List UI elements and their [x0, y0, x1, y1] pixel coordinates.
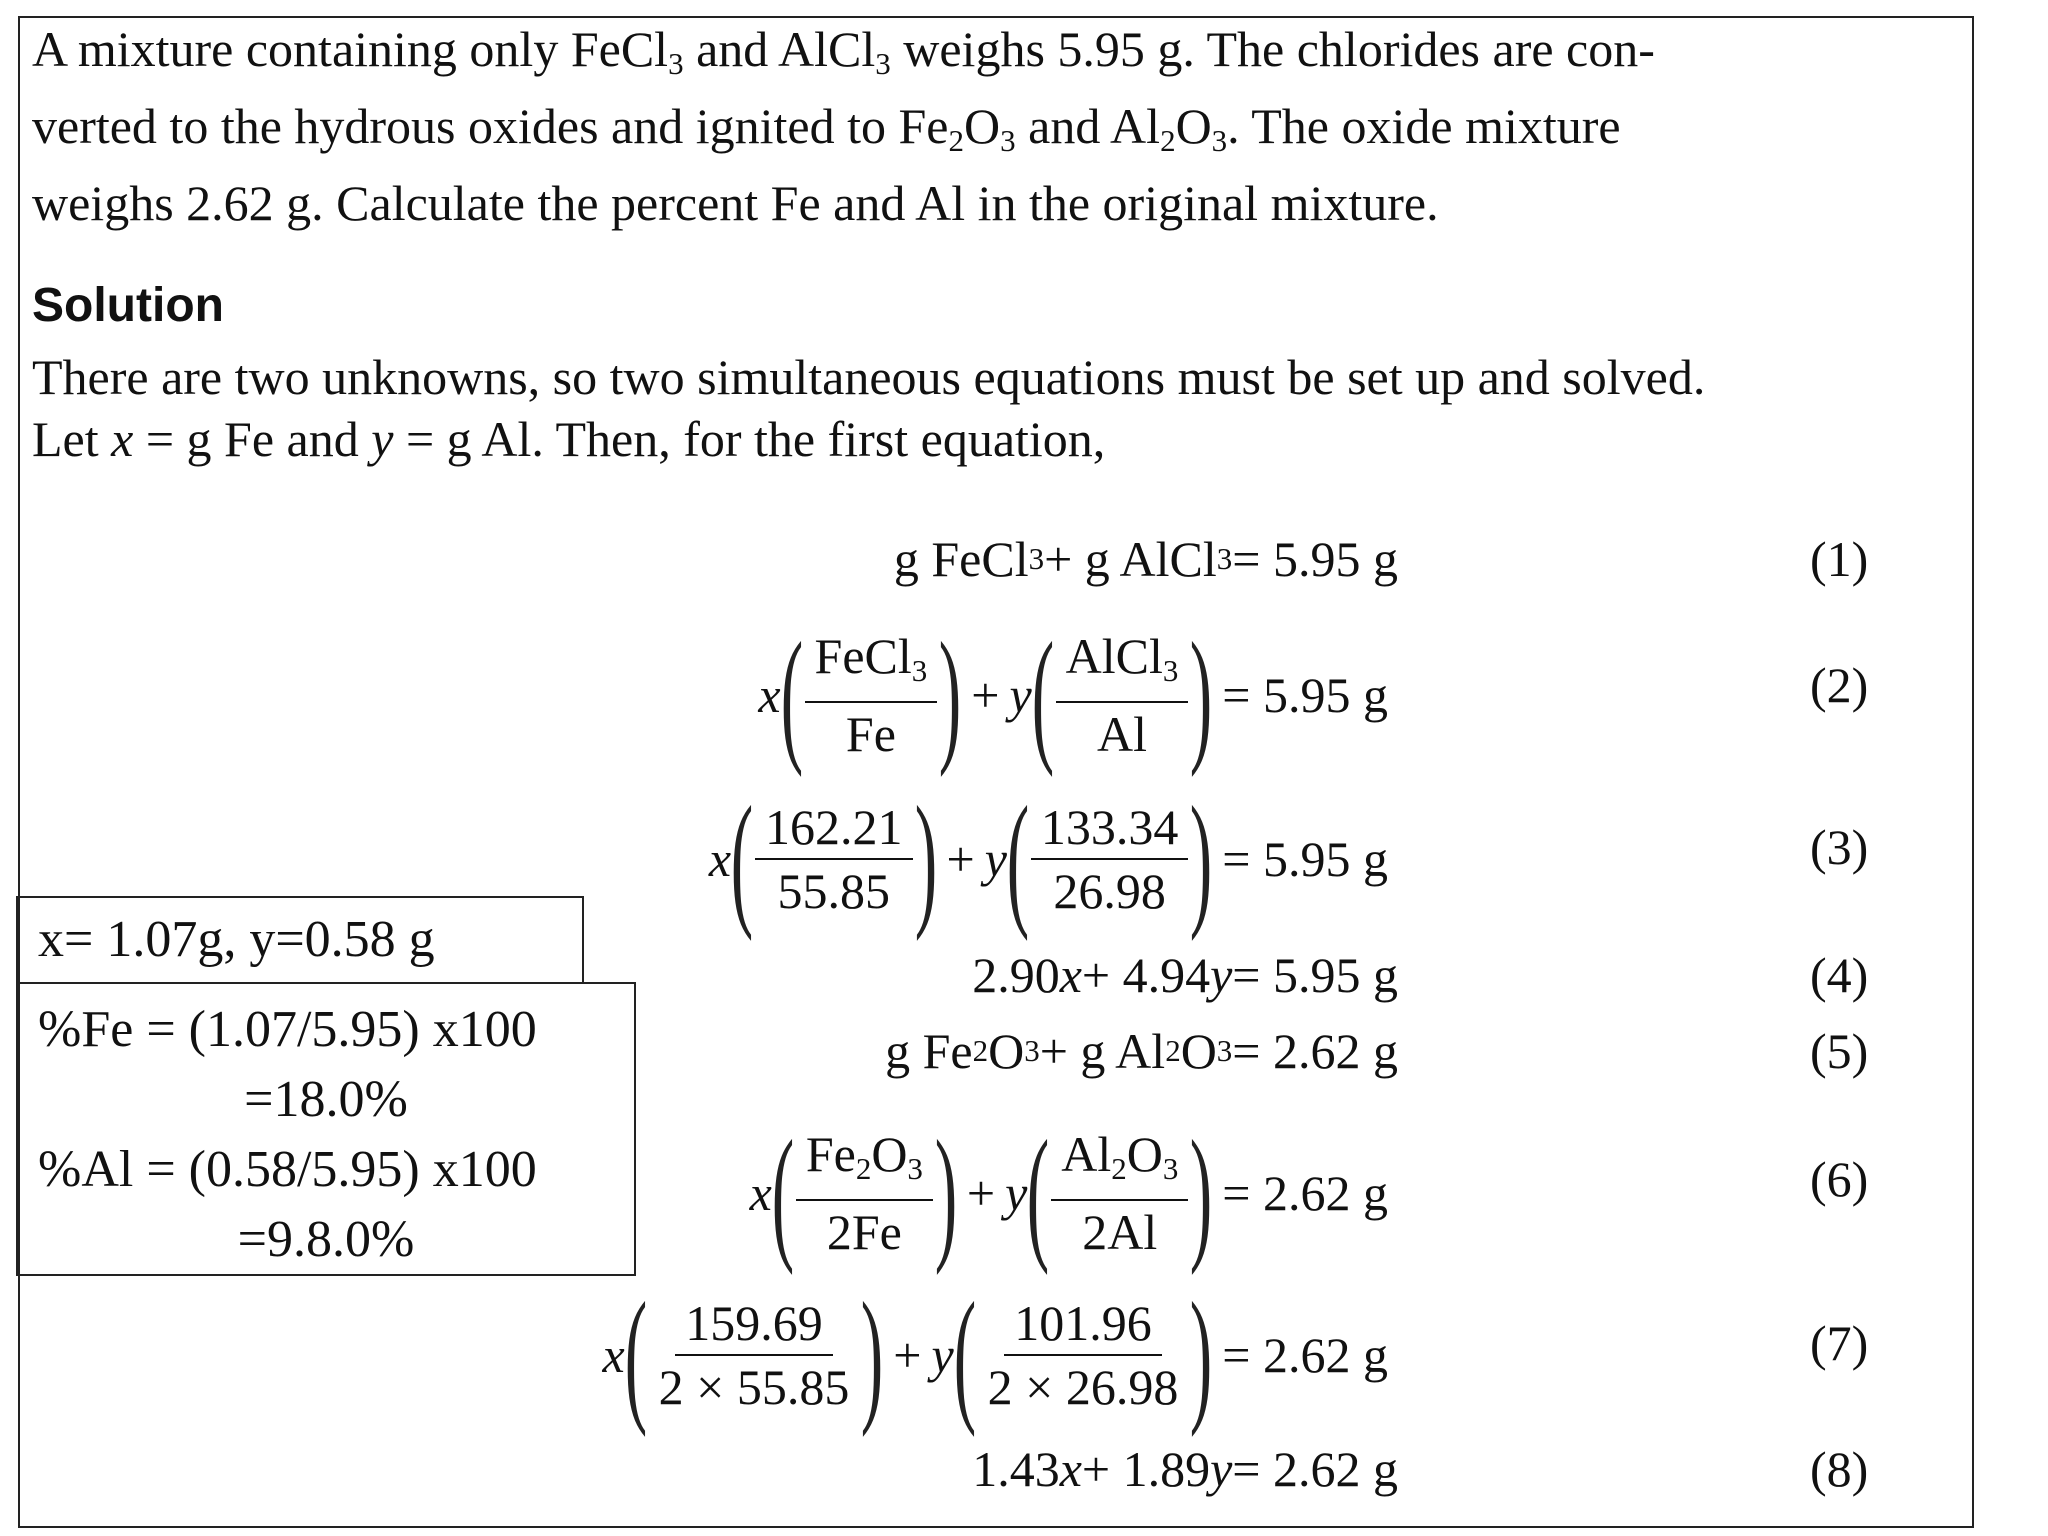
answer-fe-line: %Fe = (1.07/5.95) x100: [38, 1001, 537, 1058]
equation-4: 2.90 x + 4.94 y = 5.95 g: [972, 947, 1398, 1003]
answer-fe-result: =18.0%: [244, 1071, 408, 1128]
answer-percent-box: [16, 982, 636, 1276]
problem-statement: A mixture containing only FeCl$_3$ and AlCl$_3$ weighs 5.95 g. The chlorides are con- verted to the hydrous oxides and ignited to $Fe_2O_3$ and $Al_2O_3$. The oxide mixture weighs 2.62 g. Calculate the percent Fe and Al in the original mixture.: [32, 21, 1655, 231]
equation-5: g Fe 2 O 3 + g Al 2 O 3 = 2.62 g: [885, 1023, 1398, 1079]
solution-heading: Solution: [32, 279, 224, 332]
equation-number-6: (6): [1810, 1151, 1869, 1207]
equation-number-7: (7): [1810, 1315, 1869, 1371]
equation-number-8: (8): [1810, 1441, 1869, 1497]
equation-number-5: (5): [1810, 1023, 1869, 1079]
answer-al-result: =9.8.0%: [237, 1211, 415, 1268]
equation-8: 1.43 x + 1.89 y = 2.62 g: [972, 1441, 1398, 1497]
equation-6: x ( $\frac{Fe_2O_3}{2Fe}$ ) + y ( $\frac{Al_2O_3}{2Al}$ ) = 2.62 g: [749, 1110, 1388, 1276]
solution-intro: There are two unknowns, so two simultaneous equations must be set up and solved. Let x = g Fe and y = g Al. Then, for the first equation,: [32, 349, 1706, 467]
answer-xy: x= 1.07g, y=0.58 g: [38, 911, 435, 968]
equation-number-1: (1): [1810, 531, 1869, 587]
equation-number-2: (2): [1810, 657, 1869, 713]
answer-xy-box: [16, 896, 584, 984]
equation-3: x ( $\frac{162.21}{55.85}$ ) + y ( $\frac{133.34}{26.98}$ ) = 5.95 g: [708, 776, 1388, 942]
equation-7: x ( $\frac{159.69}{2 \times 55.85}$ ) + y ( $\frac{101.96}{2 \times 26.98}$ ) = 2.62 g: [602, 1272, 1388, 1438]
equation-number-4: (4): [1810, 947, 1869, 1003]
equation-2: x ( $\frac{FeCl_3}{Fe}$ ) + y ( $\frac{AlCl_3}{Al}$ ) = 5.95 g: [758, 612, 1388, 778]
answer-al-line: %Al = (0.58/5.95) x100: [38, 1141, 537, 1198]
equation-number-3: (3): [1810, 819, 1869, 875]
equation-1: g FeCl 3 + g AlCl 3 = 5.95 g: [893, 531, 1398, 587]
